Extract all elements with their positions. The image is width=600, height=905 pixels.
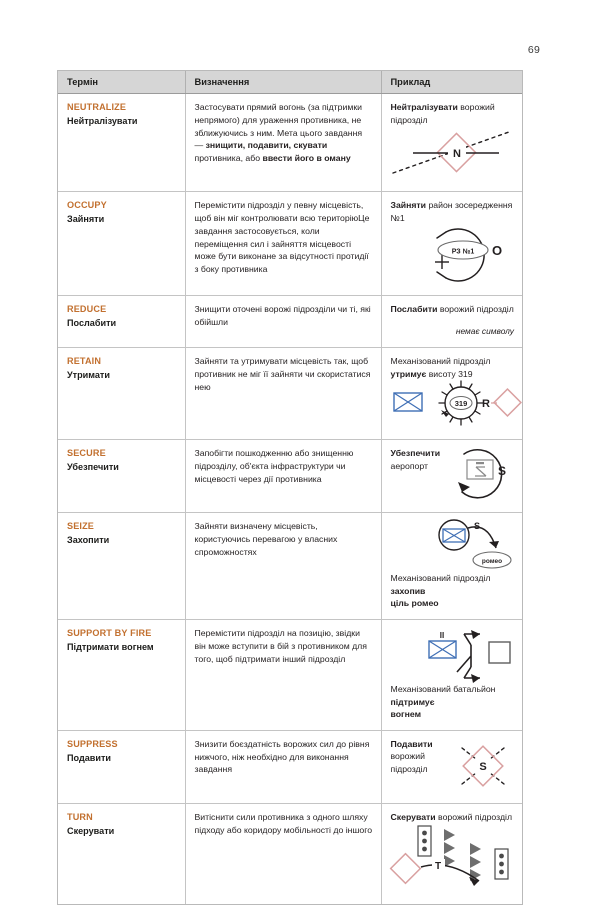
retain-symbol (391, 380, 515, 430)
seize-symbol (436, 520, 514, 572)
glossary-table-container (57, 70, 523, 905)
table-header-row (58, 71, 522, 94)
term-ukrainian: Зайняти (67, 214, 105, 225)
table-row (58, 513, 522, 620)
definition-cell (185, 94, 381, 192)
example-cell ex-cell-flow (381, 730, 522, 803)
example-cell ex-cell-flow (381, 513, 522, 620)
term-ukrainian: Захопити (67, 535, 110, 546)
example-text: Механізований підрозділ утримує висоту 319 (390, 355, 491, 379)
definition-text: Перемістити підрозділ у певну місцевість, щоб він міг контролювати всю територіюЦе завдання застосовується, коли переміщення сил і зайняття місцевості може бути виконане за відсутності протидії з боку противника (194, 200, 370, 275)
table-header (58, 71, 522, 94)
definition-cell (185, 296, 381, 348)
table-row (58, 440, 522, 513)
definition-text: Витіснити сили противника з одного шляху підходу або коридору мобільності до іншого (194, 811, 373, 835)
glossary-table (58, 71, 522, 904)
example-cell (381, 296, 522, 348)
secure-symbol (444, 447, 514, 503)
term-ukrainian: Підтримати вогнем (67, 641, 154, 652)
definition-cell (185, 347, 381, 439)
column-header-definition: Визначення (185, 71, 381, 94)
definition-cell (185, 620, 381, 731)
svg-text:N: N (452, 148, 461, 161)
friendly-unit-icon (443, 529, 465, 542)
page-number: 69 (527, 44, 540, 56)
term-ukrainian: Убезпечити (67, 462, 119, 473)
friendly-unit-icon (394, 393, 422, 411)
example-cell (381, 347, 522, 439)
definition-cell (185, 192, 381, 296)
example-text: Послабити ворожий підрозділ (390, 304, 514, 315)
term-ukrainian: Подавити (67, 752, 112, 763)
term-ukrainian: Скерувати (67, 825, 115, 836)
example-cell ex-cell-flow (381, 440, 522, 513)
svg-text:O: O (491, 243, 502, 259)
term-cell (58, 620, 185, 731)
support-by-fire-symbol (426, 627, 514, 683)
term-cell (58, 94, 185, 192)
obstacle-marker-icon (418, 826, 431, 856)
retain-spiked-circle (439, 381, 483, 425)
term-ukrainian: Послабити (67, 318, 117, 329)
example-cell (381, 192, 522, 296)
definition-cell (185, 513, 381, 620)
column-header-term: Термін (58, 71, 185, 94)
table-body (58, 94, 522, 905)
definition-text: Зайняти визначену місцевість, користуючись перевагою у власних спроможностях (194, 521, 338, 557)
example-text: Зайняти район зосередження №1 (390, 200, 513, 223)
table-row (58, 347, 522, 439)
table-row (58, 803, 522, 904)
term-ukrainian: Утримати (67, 369, 110, 380)
term-ukrainian: Нейтралізувати (67, 115, 138, 126)
example-text: Скерувати ворожий підрозділ (390, 811, 513, 822)
example-text: Нейтралізувати ворожий підрозділ (390, 102, 495, 125)
definition-text: Зайняти та утримувати місцевість так, щоб противник не міг її зайняти чи скористатися нею (194, 355, 371, 392)
column-header-example: Приклад (381, 71, 522, 94)
svg-text:T: T (434, 861, 441, 873)
term-cell (58, 347, 185, 439)
table-row (58, 296, 522, 348)
occupy-label: РЗ №1 (451, 248, 474, 256)
obstacle-teeth-icon (444, 829, 481, 881)
definition-text: Перемістити підрозділ на позицію, звідки він може вступити в бій з противником для того, щоб підтримати інший підрозділ (194, 628, 367, 664)
turn-symbol (391, 823, 515, 895)
definition-text: Знизити боєздатність ворожих сил до рівня нижчого, ніж необхідно для виконання завдання (194, 738, 370, 775)
table-row (58, 192, 522, 296)
svg-text:S: S (479, 760, 487, 773)
term-english: OCCUPY (67, 200, 107, 211)
example-cell (381, 94, 522, 192)
example-text: Механізований підрозділ захопив ціль ромео (390, 573, 491, 609)
table-row (58, 730, 522, 803)
no-symbol-note: немає символу (455, 326, 514, 337)
term-cell (58, 192, 185, 296)
term-cell (58, 440, 185, 513)
table-row (58, 620, 522, 731)
svg-text:S: S (473, 521, 481, 532)
term-english: SUPPORT BY FIRE (67, 628, 152, 639)
example-text: Подавити ворожий підрозділ (390, 738, 433, 775)
example-text: Убезпечити аеропорт (390, 448, 441, 471)
term-english: NEUTRALIZE (67, 102, 127, 112)
definition-text: Знищити оточені ворожі підрозділи чи ті, які обійшли (194, 304, 371, 328)
svg-text:S: S (497, 464, 507, 479)
term-english: SUPPRESS (67, 738, 118, 749)
friendly-unit-icon (429, 641, 456, 658)
retain-label: 319 (454, 399, 467, 409)
term-cell (58, 513, 185, 620)
term-english: TURN (67, 811, 93, 822)
suppress-symbol (452, 738, 514, 794)
example-cell ex-cell-flow (381, 620, 522, 731)
table-row (58, 94, 522, 192)
svg-text:II: II (439, 631, 445, 641)
example-cell (381, 803, 522, 904)
term-cell (58, 803, 185, 904)
term-english: REDUCE (67, 304, 107, 315)
term-cell (58, 730, 185, 803)
definition-text: Запобігти пошкодженню або знищенню підрозділу, об'єкта інфраструктури чи місцевості через дії противника (194, 448, 354, 484)
neutralize-symbol (391, 126, 515, 182)
example-text: Механізований батальйон підтримує вогнем (390, 684, 496, 720)
term-english: RETAIN (67, 355, 102, 366)
svg-text:R: R (481, 398, 490, 411)
obstacle-marker-icon (495, 849, 508, 879)
definition-text: Застосувати прямий вогонь (за підтримки непрямого) для ураження противника, не зближуючись з ним. Мета цього завдання — знищити, подавити, скувати противника, або ввести його в оману (194, 102, 363, 164)
seize-label: ромео (481, 558, 503, 566)
airport-icon (467, 460, 493, 479)
term-cell (58, 296, 185, 348)
occupy-symbol (391, 224, 515, 286)
term-english: SEIZE (67, 521, 95, 532)
term-english: SECURE (67, 448, 106, 459)
definition-cell (185, 440, 381, 513)
definition-cell (185, 803, 381, 904)
definition-cell (185, 730, 381, 803)
